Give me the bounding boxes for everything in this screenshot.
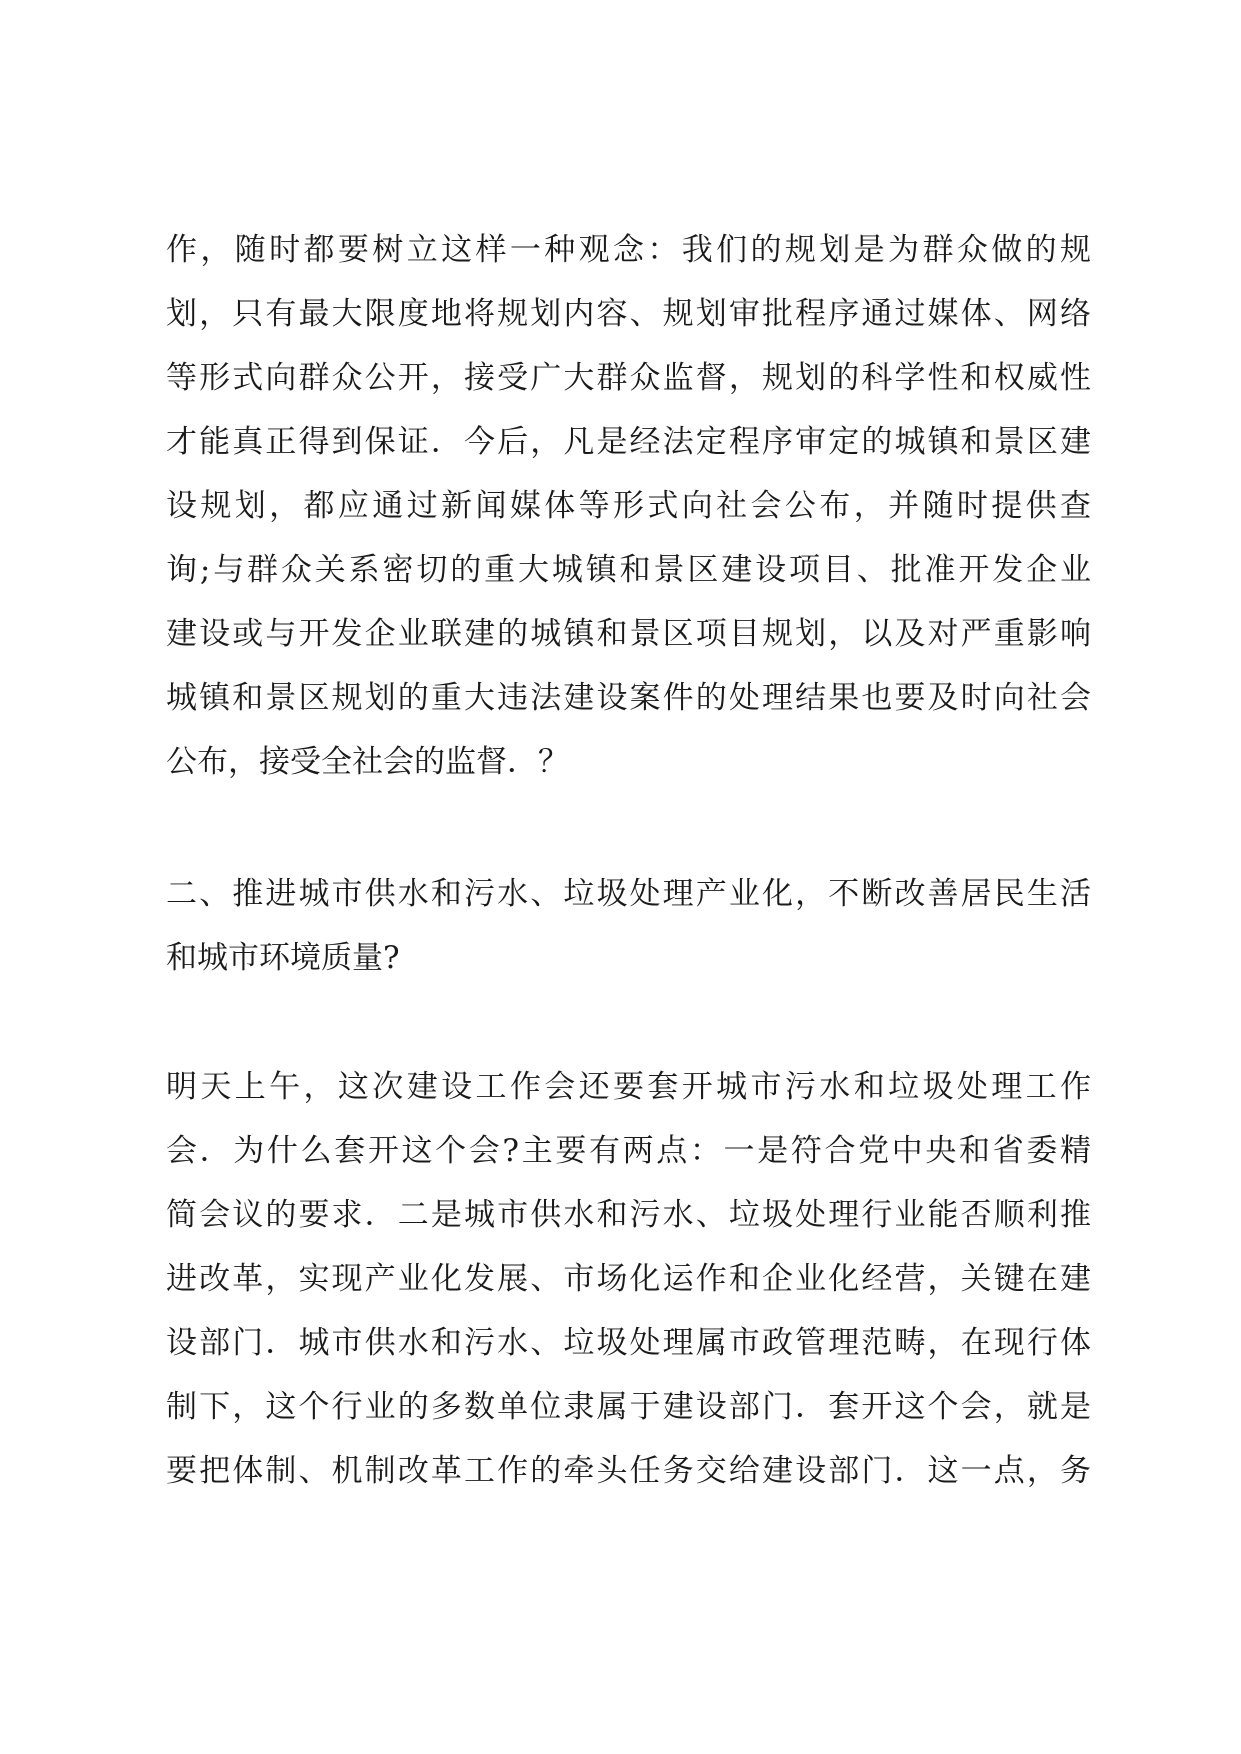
text-line: 划，只有最大限度地将规划内容、规划审批程序通过媒体、网络 xyxy=(166,296,1091,332)
text-line: 明天上午，这次建设工作会还要套开城市污水和垃圾处理工作 xyxy=(166,1069,1091,1105)
heading-line: 二、推进城市供水和污水、垃圾处理产业化，不断改善居民生活 xyxy=(166,876,1091,912)
text-line: 设规划，都应通过新闻媒体等形式向社会公布，并随时提供查 xyxy=(166,488,1091,524)
section-heading xyxy=(166,862,1091,990)
text-line: 制下，这个行业的多数单位隶属于建设部门．套开这个会，就是 xyxy=(166,1389,1091,1425)
text-line: 简会议的要求．二是城市供水和污水、垃圾处理行业能否顺利推 xyxy=(166,1197,1091,1233)
text-line: 会．为什么套开这个会?主要有两点：一是符合党中央和省委精 xyxy=(166,1133,1091,1169)
text-line: 进改革，实现产业化发展、市场化运作和企业化经营，关键在建 xyxy=(166,1261,1091,1297)
text-line: 才能真正得到保证．今后，凡是经法定程序审定的城镇和景区建 xyxy=(166,424,1091,460)
text-line: 询;与群众关系密切的重大城镇和景区建设项目、批准开发企业 xyxy=(166,552,1091,588)
text-line: 公布，接受全社会的监督．？ xyxy=(166,744,569,780)
text-line: 作，随时都要树立这样一种观念：我们的规划是为群众做的规 xyxy=(166,232,1091,268)
text-line: 建设或与开发企业联建的城镇和景区项目规划，以及对严重影响 xyxy=(166,616,1091,652)
text-line: 城镇和景区规划的重大违法建设案件的处理结果也要及时向社会 xyxy=(166,680,1091,716)
heading-line: 和城市环境质量? xyxy=(166,940,400,976)
paragraph-3 xyxy=(166,1055,1091,1503)
text-line: 等形式向群众公开，接受广大群众监督，规划的科学性和权威性 xyxy=(166,360,1091,396)
paragraph-1 xyxy=(166,218,1091,794)
text-line: 要把体制、机制改革工作的牵头任务交给建设部门．这一点，务 xyxy=(166,1453,1091,1489)
text-line: 设部门．城市供水和污水、垃圾处理属市政管理范畴，在现行体 xyxy=(166,1325,1091,1361)
